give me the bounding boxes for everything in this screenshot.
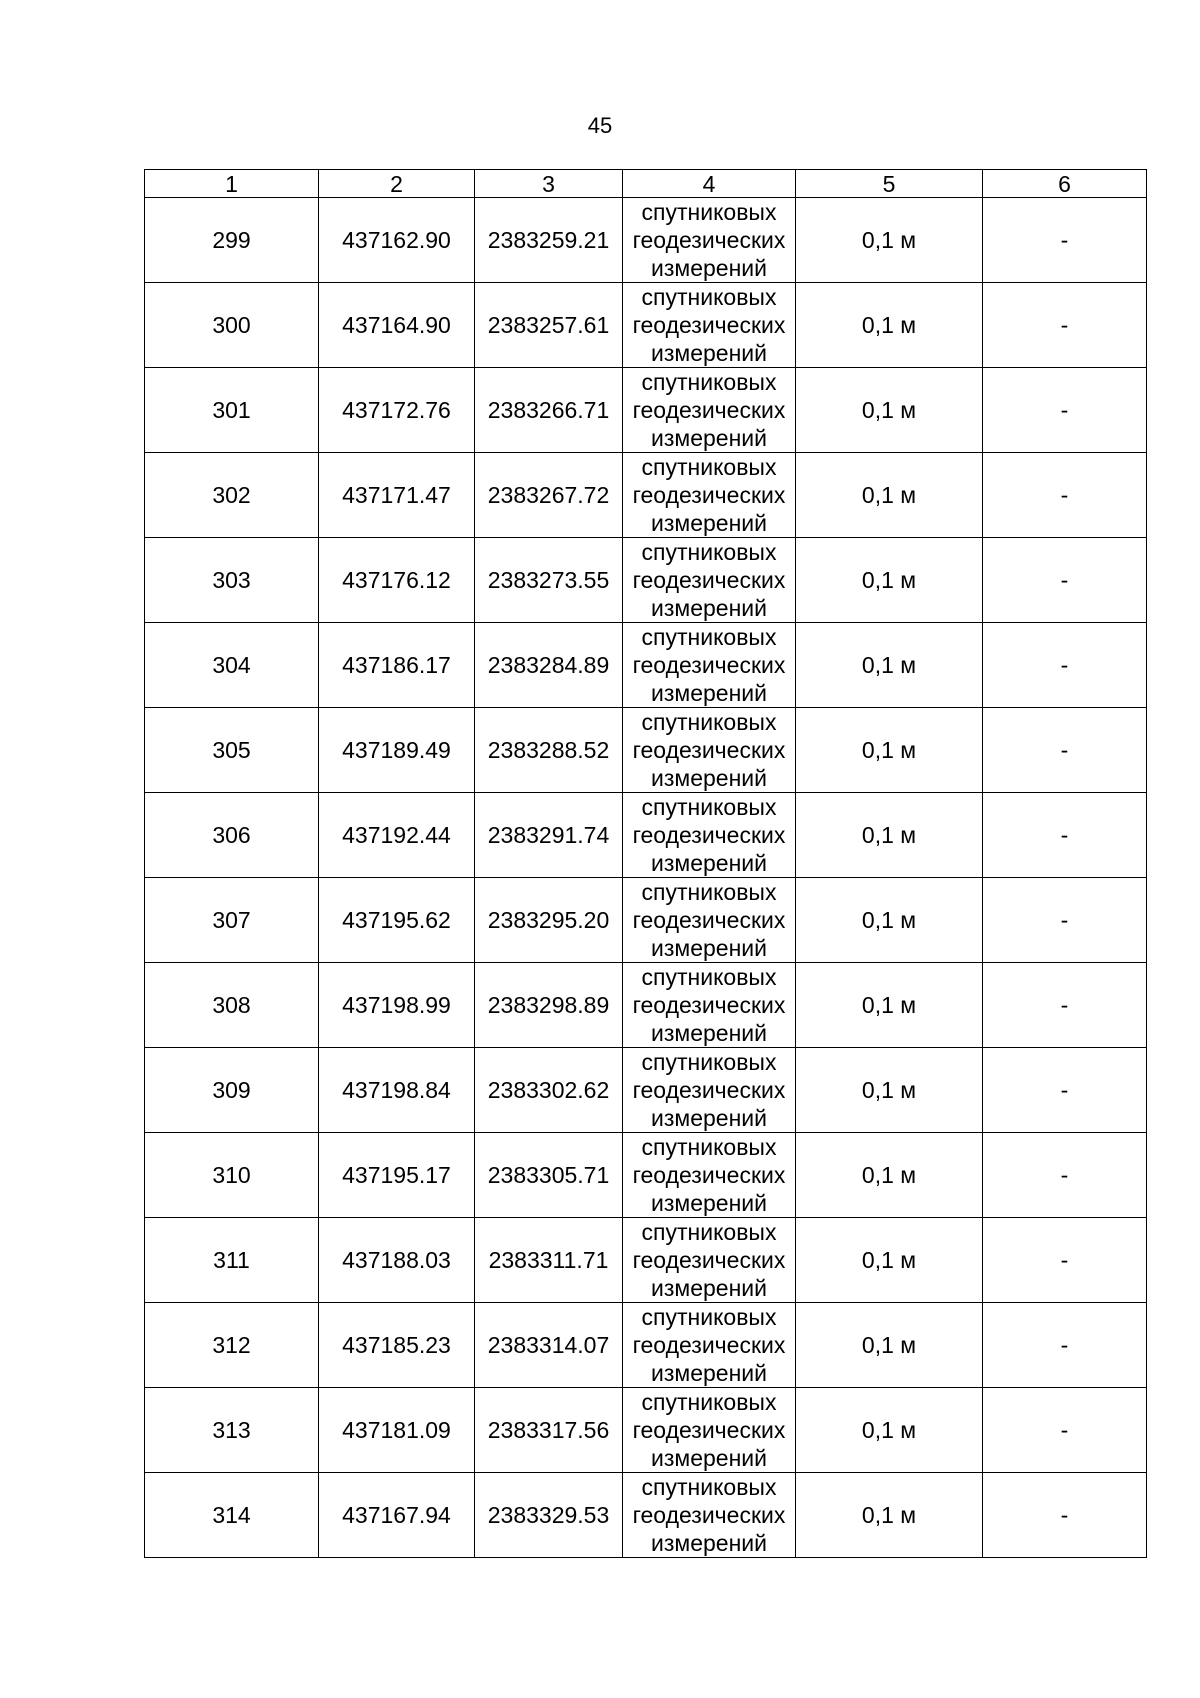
accuracy-cell: 0,1 м: [796, 1048, 983, 1133]
method-cell: [623, 1473, 796, 1558]
point-number-cell: 304: [145, 623, 319, 708]
method-cell: [623, 283, 796, 368]
x-coordinate-cell: 437167.94: [319, 1473, 475, 1558]
point-number-cell: 306: [145, 793, 319, 878]
accuracy-cell: 0,1 м: [796, 538, 983, 623]
method-text-line: спутниковых: [641, 454, 777, 480]
method-cell: [623, 1388, 796, 1473]
table-row: [145, 878, 1147, 963]
header-col-3: 3: [475, 170, 623, 198]
note-cell: -: [983, 368, 1147, 453]
method-text-line: измерений: [651, 850, 767, 876]
x-coordinate-cell: 437171.47: [319, 453, 475, 538]
note-cell: -: [983, 198, 1147, 283]
table-row: [145, 623, 1147, 708]
method-text-line: измерений: [651, 1105, 767, 1131]
y-coordinate-cell: 2383295.20: [475, 878, 623, 963]
accuracy-cell: 0,1 м: [796, 1218, 983, 1303]
method-text-line: измерений: [651, 510, 767, 536]
table-row: [145, 1048, 1147, 1133]
method-text-line: измерений: [651, 1275, 767, 1301]
y-coordinate-cell: 2383298.89: [475, 963, 623, 1048]
accuracy-cell: 0,1 м: [796, 793, 983, 878]
y-coordinate-cell: 2383284.89: [475, 623, 623, 708]
accuracy-cell: 0,1 м: [796, 708, 983, 793]
note-cell: -: [983, 1048, 1147, 1133]
method-cell: [623, 963, 796, 1048]
method-text-line: измерений: [651, 680, 767, 706]
method-text-line: спутниковых: [641, 1219, 777, 1245]
note-cell: -: [983, 1218, 1147, 1303]
y-coordinate-cell: 2383305.71: [475, 1133, 623, 1218]
method-text-line: геодезических: [632, 1077, 786, 1103]
method-cell: [623, 538, 796, 623]
point-number-cell: 311: [145, 1218, 319, 1303]
note-cell: -: [983, 878, 1147, 963]
point-number-cell: 299: [145, 198, 319, 283]
y-coordinate-cell: 2383317.56: [475, 1388, 623, 1473]
x-coordinate-cell: 437186.17: [319, 623, 475, 708]
table-row: [145, 793, 1147, 878]
table-row: [145, 1218, 1147, 1303]
accuracy-cell: 0,1 м: [796, 1388, 983, 1473]
method-text-line: геодезических: [632, 227, 786, 253]
accuracy-cell: 0,1 м: [796, 878, 983, 963]
accuracy-cell: 0,1 м: [796, 368, 983, 453]
method-text-line: спутниковых: [641, 284, 777, 310]
method-cell: [623, 623, 796, 708]
point-number-cell: 300: [145, 283, 319, 368]
method-text-line: геодезических: [632, 1332, 786, 1358]
header-col-2: 2: [319, 170, 475, 198]
x-coordinate-cell: 437164.90: [319, 283, 475, 368]
x-coordinate-cell: 437188.03: [319, 1218, 475, 1303]
y-coordinate-cell: 2383288.52: [475, 708, 623, 793]
table-row: [145, 283, 1147, 368]
header-col-4: 4: [623, 170, 796, 198]
y-coordinate-cell: 2383266.71: [475, 368, 623, 453]
y-coordinate-cell: 2383291.74: [475, 793, 623, 878]
x-coordinate-cell: 437176.12: [319, 538, 475, 623]
y-coordinate-cell: 2383311.71: [475, 1218, 623, 1303]
method-text-line: геодезических: [632, 737, 786, 763]
header-col-6: 6: [983, 170, 1147, 198]
accuracy-cell: 0,1 м: [796, 283, 983, 368]
method-text-line: измерений: [651, 1020, 767, 1046]
table-row: [145, 1388, 1147, 1473]
x-coordinate-cell: 437189.49: [319, 708, 475, 793]
x-coordinate-cell: 437192.44: [319, 793, 475, 878]
method-text-line: геодезических: [632, 482, 786, 508]
method-text-line: измерений: [651, 1360, 767, 1386]
point-number-cell: 308: [145, 963, 319, 1048]
table-header: [145, 170, 1147, 198]
y-coordinate-cell: 2383302.62: [475, 1048, 623, 1133]
note-cell: -: [983, 1133, 1147, 1218]
header-row: [145, 170, 1147, 198]
accuracy-cell: 0,1 м: [796, 1303, 983, 1388]
note-cell: -: [983, 1388, 1147, 1473]
header-col-1: 1: [145, 170, 319, 198]
x-coordinate-cell: 437185.23: [319, 1303, 475, 1388]
method-text-line: спутниковых: [641, 1049, 777, 1075]
table-body: [145, 198, 1147, 1558]
method-text-line: измерений: [651, 1190, 767, 1216]
method-text-line: спутниковых: [641, 964, 777, 990]
method-text-line: геодезических: [632, 992, 786, 1018]
method-text-line: измерений: [651, 425, 767, 451]
method-cell: [623, 453, 796, 538]
method-cell: [623, 198, 796, 283]
method-cell: [623, 1133, 796, 1218]
method-text-line: спутниковых: [641, 1134, 777, 1160]
table-row: [145, 453, 1147, 538]
point-number-cell: 314: [145, 1473, 319, 1558]
x-coordinate-cell: 437172.76: [319, 368, 475, 453]
x-coordinate-cell: 437195.17: [319, 1133, 475, 1218]
method-text-line: спутниковых: [641, 794, 777, 820]
method-text-line: спутниковых: [641, 624, 777, 650]
method-cell: [623, 878, 796, 963]
note-cell: -: [983, 1473, 1147, 1558]
point-number-cell: 303: [145, 538, 319, 623]
point-number-cell: 312: [145, 1303, 319, 1388]
method-text-line: измерений: [651, 1530, 767, 1556]
method-text-line: геодезических: [632, 1417, 786, 1443]
accuracy-cell: 0,1 м: [796, 1473, 983, 1558]
point-number-cell: 309: [145, 1048, 319, 1133]
method-text-line: геодезических: [632, 652, 786, 678]
method-cell: [623, 368, 796, 453]
method-text-line: спутниковых: [641, 539, 777, 565]
note-cell: -: [983, 793, 1147, 878]
accuracy-cell: 0,1 м: [796, 623, 983, 708]
note-cell: -: [983, 1303, 1147, 1388]
method-text-line: измерений: [651, 595, 767, 621]
point-number-cell: 310: [145, 1133, 319, 1218]
method-text-line: спутниковых: [641, 1389, 777, 1415]
y-coordinate-cell: 2383329.53: [475, 1473, 623, 1558]
method-text-line: спутниковых: [641, 1304, 777, 1330]
method-text-line: измерений: [651, 340, 767, 366]
note-cell: -: [983, 963, 1147, 1048]
method-text-line: спутниковых: [641, 369, 777, 395]
point-number-cell: 301: [145, 368, 319, 453]
header-col-5: 5: [796, 170, 983, 198]
method-text-line: геодезических: [632, 397, 786, 423]
method-text-line: геодезических: [632, 907, 786, 933]
table-row: [145, 368, 1147, 453]
method-text-line: геодезических: [632, 1247, 786, 1273]
method-text-line: геодезических: [632, 1162, 786, 1188]
note-cell: -: [983, 708, 1147, 793]
point-number-cell: 305: [145, 708, 319, 793]
method-text-line: геодезических: [632, 822, 786, 848]
method-cell: [623, 1048, 796, 1133]
point-number-cell: 302: [145, 453, 319, 538]
note-cell: -: [983, 453, 1147, 538]
method-text-line: измерений: [651, 765, 767, 791]
page-number: 45: [587, 113, 613, 138]
x-coordinate-cell: 437162.90: [319, 198, 475, 283]
y-coordinate-cell: 2383259.21: [475, 198, 623, 283]
method-text-line: спутниковых: [641, 1474, 777, 1500]
note-cell: -: [983, 538, 1147, 623]
method-text-line: измерений: [651, 1445, 767, 1471]
method-cell: [623, 1218, 796, 1303]
table-row: [145, 1473, 1147, 1558]
x-coordinate-cell: 437195.62: [319, 878, 475, 963]
accuracy-cell: 0,1 м: [796, 963, 983, 1048]
table-row: [145, 963, 1147, 1048]
table-row: [145, 198, 1147, 283]
method-text-line: геодезических: [632, 312, 786, 338]
table-row: [145, 538, 1147, 623]
method-cell: [623, 793, 796, 878]
method-cell: [623, 1303, 796, 1388]
note-cell: -: [983, 623, 1147, 708]
y-coordinate-cell: 2383267.72: [475, 453, 623, 538]
method-text-line: геодезических: [632, 567, 786, 593]
x-coordinate-cell: 437198.84: [319, 1048, 475, 1133]
method-text-line: спутниковых: [641, 199, 777, 225]
x-coordinate-cell: 437181.09: [319, 1388, 475, 1473]
point-number-cell: 307: [145, 878, 319, 963]
accuracy-cell: 0,1 м: [796, 198, 983, 283]
method-text-line: спутниковых: [641, 709, 777, 735]
method-text-line: спутниковых: [641, 879, 777, 905]
y-coordinate-cell: 2383273.55: [475, 538, 623, 623]
y-coordinate-cell: 2383314.07: [475, 1303, 623, 1388]
method-text-line: измерений: [651, 935, 767, 961]
accuracy-cell: 0,1 м: [796, 1133, 983, 1218]
method-cell: [623, 708, 796, 793]
y-coordinate-cell: 2383257.61: [475, 283, 623, 368]
table-row: [145, 1133, 1147, 1218]
table-row: [145, 1303, 1147, 1388]
table-row: [145, 708, 1147, 793]
accuracy-cell: 0,1 м: [796, 453, 983, 538]
method-text-line: геодезических: [632, 1502, 786, 1528]
coordinates-table: [144, 169, 1147, 1558]
note-cell: -: [983, 283, 1147, 368]
x-coordinate-cell: 437198.99: [319, 963, 475, 1048]
point-number-cell: 313: [145, 1388, 319, 1473]
method-text-line: измерений: [651, 255, 767, 281]
